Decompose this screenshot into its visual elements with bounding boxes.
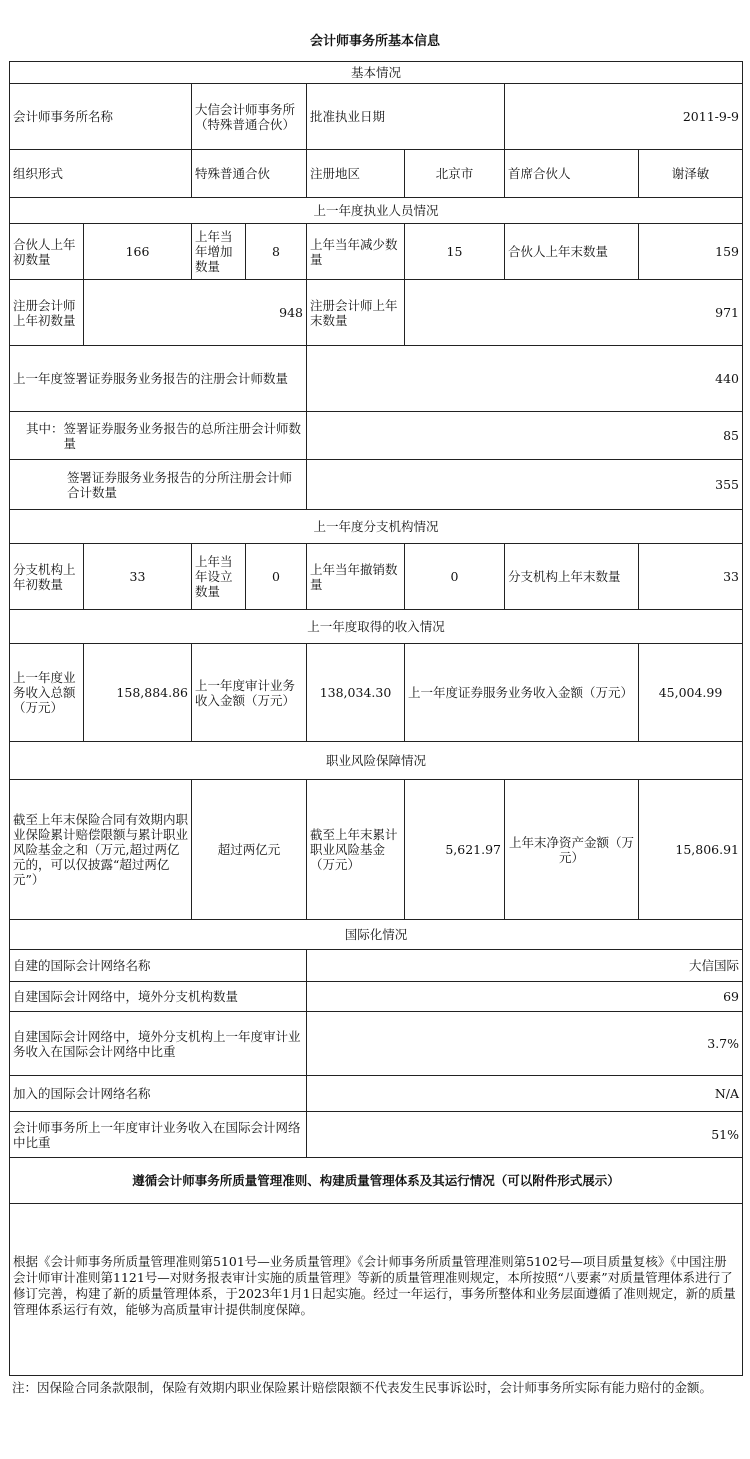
branch-end-value: 33 [639,544,743,610]
income-sec-label: 上一年度证券服务业务收入金额（万元） [405,644,639,742]
region-value: 北京市 [405,150,505,198]
income-sec-value: 45,004.99 [639,644,743,742]
section-staff: 上一年度执业人员情况 [10,198,743,224]
partner-begin-label: 合伙人上年初数量 [10,224,84,280]
own-network-value: 大信国际 [307,950,743,982]
hq-cpa-label: 其中： 签署证券服务业务报告的总所注册会计师数量 [10,412,307,460]
section-intl: 国际化情况 [10,920,743,950]
branch-end-label: 分支机构上年末数量 [505,544,639,610]
branch-cpa-value: 355 [307,460,743,510]
page-title: 会计师事务所基本信息 [309,34,440,49]
partner-end-label: 合伙人上年末数量 [505,224,639,280]
signed-cpa-label: 上一年度签署证券服务业务报告的注册会计师数量 [10,346,307,412]
overseas-ratio-label: 自建国际会计网络中，境外分支机构上一年度审计业务收入在国际会计网络中比重 [10,1012,307,1076]
firm-name-value: 大信会计师事务所（特殊普通合伙） [192,84,307,150]
overseas-ratio-value: 3.7% [307,1012,743,1076]
decrease-label: 上年当年减少数量 [307,224,405,280]
cpa-begin-label: 注册会计师上年初数量 [10,280,84,346]
approval-date-value: 2011-9-9 [505,84,743,150]
firm-info-table [9,61,743,1376]
section-branch: 上一年度分支机构情况 [10,510,743,544]
chief-partner-value: 谢泽敏 [639,150,743,198]
decrease-value: 15 [405,224,505,280]
increase-label: 上年当年增加数量 [192,224,246,280]
income-total-label: 上一年度业务收入总额（万元） [10,644,84,742]
cpa-end-value: 971 [405,280,743,346]
joined-network-value: N/A [307,1076,743,1112]
partner-end-value: 159 [639,224,743,280]
signed-cpa-value: 440 [307,346,743,412]
footnote: 注：因保险合同条款限制，保险有效期内职业保险累计赔偿限额不代表发生民事诉讼时，会计师事务所实际有能力赔付的金额。 [12,1380,713,1395]
income-audit-label: 上一年度审计业务收入金额（万元） [192,644,307,742]
branch-cancel-value: 0 [405,544,505,610]
branch-begin-label: 分支机构上年初数量 [10,544,84,610]
net-assets-value: 15,806.91 [639,780,743,920]
joined-network-label: 加入的国际会计网络名称 [10,1076,307,1112]
insurance-label: 截至上年末保险合同有效期内职业保险累计赔偿限额与累计职业风险基金之和（万元,超过两亿元的，可以仅披露“超过两亿元”） [10,780,192,920]
section-basic: 基本情况 [10,62,743,84]
region-label: 注册地区 [307,150,405,198]
branch-setup-label: 上年当年设立数量 [192,544,246,610]
section-quality: 遵循会计师事务所质量管理准则、构建质量管理体系及其运行情况（可以附件形式展示） [10,1158,743,1204]
org-form-value: 特殊普通合伙 [192,150,307,198]
overseas-branch-label: 自建国际会计网络中，境外分支机构数量 [10,982,307,1012]
branch-begin-value: 33 [84,544,192,610]
overseas-branch-value: 69 [307,982,743,1012]
branch-cancel-label: 上年当年撤销数量 [307,544,405,610]
section-risk: 职业风险保障情况 [10,742,743,780]
branch-cpa-label: 签署证券服务业务报告的分所注册会计师合计数量 [10,460,307,510]
insurance-value: 超过两亿元 [192,780,307,920]
chief-partner-label: 首席合伙人 [505,150,639,198]
cpa-begin-value: 948 [84,280,307,346]
firm-ratio-value: 51% [307,1112,743,1158]
risk-fund-label: 截至上年末累计职业风险基金（万元） [307,780,405,920]
cpa-end-label: 注册会计师上年末数量 [307,280,405,346]
hq-cpa-label-text: 签署证券服务业务报告的总所注册会计师数量 [63,420,302,451]
firm-name-label: 会计师事务所名称 [10,84,192,150]
net-assets-label: 上年末净资产金额（万元） [505,780,639,920]
quality-text: 根据《会计师事务所质量管理准则第5101号—业务质量管理》《会计师事务所质量管理准则第5102号—项目质量复核》《中国注册会计师审计准则第1121号—对财务报表审计实施的质量管理》等新的质量管理准则规定，本所按照“八要素”对质量管理体系进行了修订完善，构建了新的质量管理体系，于2023年1月1日起实施。经过一年运行，事务所整体和业务层面遵循了准则规定，新的质量管理体系运行有效，能够为高质量审计提供制度保障。 [10,1204,743,1376]
hq-cpa-value: 85 [307,412,743,460]
firm-ratio-label: 会计师事务所上一年度审计业务收入在国际会计网络中比重 [10,1112,307,1158]
own-network-label: 自建的国际会计网络名称 [10,950,307,982]
increase-value: 8 [246,224,307,280]
partner-begin-value: 166 [84,224,192,280]
approval-date-label: 批准执业日期 [307,84,505,150]
branch-setup-value: 0 [246,544,307,610]
risk-fund-value: 5,621.97 [405,780,505,920]
income-audit-value: 138,034.30 [307,644,405,742]
org-form-label: 组织形式 [10,150,192,198]
section-income: 上一年度取得的收入情况 [10,610,743,644]
income-total-value: 158,884.86 [84,644,192,742]
